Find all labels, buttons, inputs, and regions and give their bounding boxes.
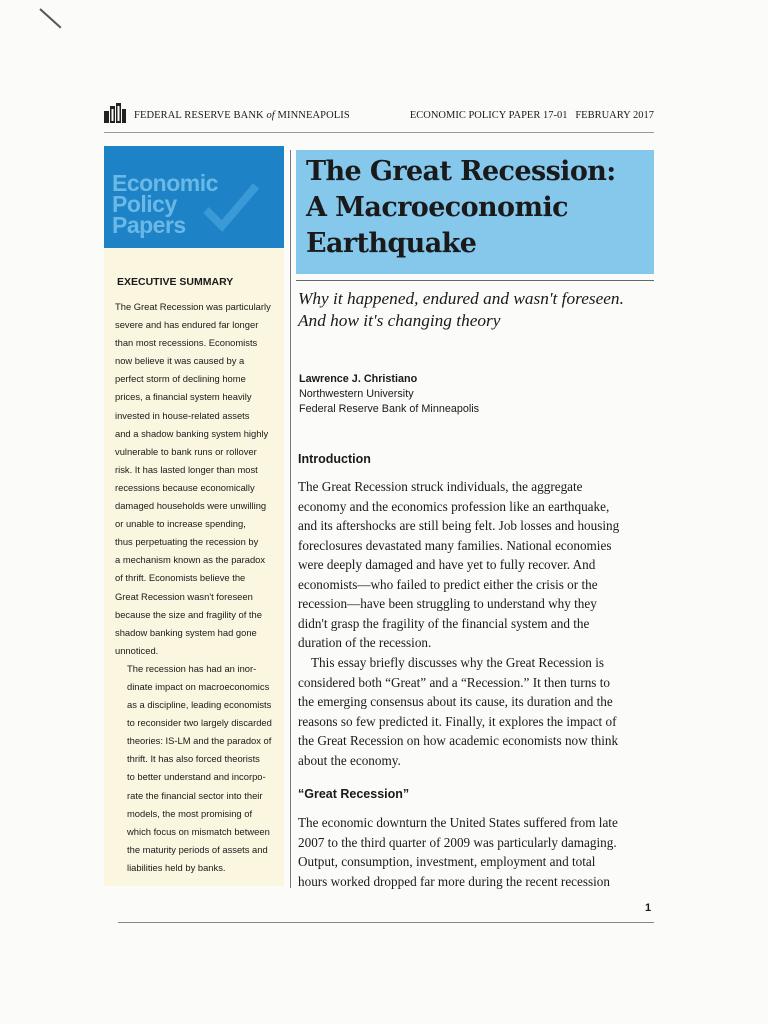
text-line: The Great Recession struck individuals, the aggregate xyxy=(298,479,583,494)
text-line: severe and has endured far longer xyxy=(115,319,259,331)
text-line: The economic downturn the United States suffered from late xyxy=(298,815,618,830)
text-line: shadow banking system had gone xyxy=(115,626,257,638)
page-header xyxy=(104,103,654,127)
text-line: the Great Recession on how academic economists now think xyxy=(298,733,619,748)
text-line: dinate impact on macroeconomics xyxy=(127,680,270,692)
executive-summary-text xyxy=(115,298,278,877)
text-line: invested in house-related assets xyxy=(115,409,250,421)
text-line: were deeply damaged and have yet to fully recover. And xyxy=(298,557,596,572)
summary-paragraph-1 xyxy=(115,298,278,660)
text-line: about the economy. xyxy=(298,752,401,768)
text-line: 2007 to the third quarter of 2009 was particularly damaging. xyxy=(298,834,617,850)
article-subtitle: Why it happened, endured and wasn't foreseen. And how it's changing theory xyxy=(298,289,624,330)
footer-rule xyxy=(118,922,654,923)
text-line: Output, consumption, investment, employment and total xyxy=(298,854,596,869)
title-box xyxy=(296,150,654,274)
text-line: which focus on mismatch between xyxy=(127,825,270,837)
text-line: thrift. It has also forced theorists xyxy=(127,753,260,765)
text-line: to better understand and incorpo- xyxy=(127,771,266,783)
author-block xyxy=(299,372,479,417)
author-affiliation-2: Federal Reserve Bank of Minneapolis xyxy=(299,403,480,415)
text-line: foreclosures devastated many families. National economies xyxy=(298,537,612,553)
great-recession-paragraph xyxy=(298,813,656,891)
text-line: the emerging consensus about its cause, its duration and the xyxy=(298,694,613,709)
text-line: didn't grasp the fragility of the financial system and the xyxy=(298,615,590,631)
text-line: theories: IS-LM and the paradox of xyxy=(127,735,272,747)
article-title: The Great Recession: A Macroeconomic Earthquake xyxy=(306,156,616,259)
text-line: and its aftershocks are still being felt. Job losses and housing xyxy=(298,518,620,533)
series-logo-text: Economic Policy Papers xyxy=(112,170,218,238)
text-line: hours worked dropped far more during the recent recession xyxy=(298,873,610,889)
text-line: to reconsider two largely discarded xyxy=(127,717,272,729)
text-line: duration of the recession. xyxy=(298,635,432,650)
text-line: vulnerable to bank runs or rollover xyxy=(115,445,257,457)
text-line: The Great Recession was particularly xyxy=(115,301,271,312)
text-line: as a discipline, leading economists xyxy=(127,699,272,711)
introduction-paragraph-2 xyxy=(298,653,656,770)
text-line: because the size and fragility of the xyxy=(115,608,262,620)
text-line: recession—have been struggling to understand why they xyxy=(298,596,597,611)
text-line: risk. It has lasted longer than most xyxy=(115,463,258,475)
text-line: reasons so few predicted it. Finally, it explores the impact of xyxy=(298,713,617,729)
text-line: The recession has had an inor- xyxy=(127,662,257,674)
text-line: than most recessions. Economists xyxy=(115,337,258,349)
org-name: FEDERAL RESERVE BANK of MINNEAPOLIS xyxy=(134,110,350,121)
text-line: a mechanism known as the paradox xyxy=(115,554,266,566)
text-line: the maturity periods of assets and xyxy=(127,843,268,855)
fed-building-icon xyxy=(104,103,126,123)
text-line: Great Recession wasn't foreseen xyxy=(115,590,253,602)
text-line: now believe it was caused by a xyxy=(115,355,245,367)
text-line: economy and the economics profession like an earthquake, xyxy=(298,498,610,514)
text-line: considered both “Great” and a “Recession.” It then turns to xyxy=(298,674,610,690)
great-recession-heading: “Great Recession” xyxy=(298,787,410,801)
text-line: liabilities held by banks. xyxy=(127,861,226,873)
text-line: of thrift. Economists believe the xyxy=(115,572,246,584)
executive-summary-heading: EXECUTIVE SUMMARY xyxy=(117,276,234,288)
introduction-paragraph-1 xyxy=(298,477,656,653)
text-line: recessions because economically xyxy=(115,481,255,493)
author-affiliation-1: Northwestern University xyxy=(299,388,414,400)
text-line: thus perpetuating the recession by xyxy=(115,536,259,548)
title-rule xyxy=(296,280,654,281)
text-line: prices, a financial system heavily xyxy=(115,391,252,403)
text-line: and a shadow banking system highly xyxy=(115,427,269,439)
introduction-heading: Introduction xyxy=(298,452,371,466)
series-logo xyxy=(104,146,284,248)
author-name: Lawrence J. Christiano xyxy=(299,373,418,385)
text-line: unnoticed. xyxy=(115,644,159,656)
column-divider xyxy=(290,150,291,888)
text-line: economists—who failed to predict either the crisis or the xyxy=(298,576,598,592)
page-number: 1 xyxy=(645,902,652,914)
text-line: or unable to increase spending, xyxy=(115,518,246,530)
text-line: perfect storm of declining home xyxy=(115,373,246,385)
text-line: This essay briefly discusses why the Great Recession is xyxy=(311,655,604,670)
text-line: damaged households were unwilling xyxy=(115,500,267,512)
paper-info: ECONOMIC POLICY PAPER 17-01 FEBRUARY 2017 xyxy=(409,110,654,121)
scan-mark xyxy=(39,8,61,28)
executive-summary-sidebar xyxy=(104,146,284,886)
text-line: rate the financial sector into their xyxy=(127,789,263,801)
summary-paragraph-2 xyxy=(115,660,278,877)
header-rule xyxy=(104,132,654,133)
text-line: models, the most promising of xyxy=(127,807,253,819)
